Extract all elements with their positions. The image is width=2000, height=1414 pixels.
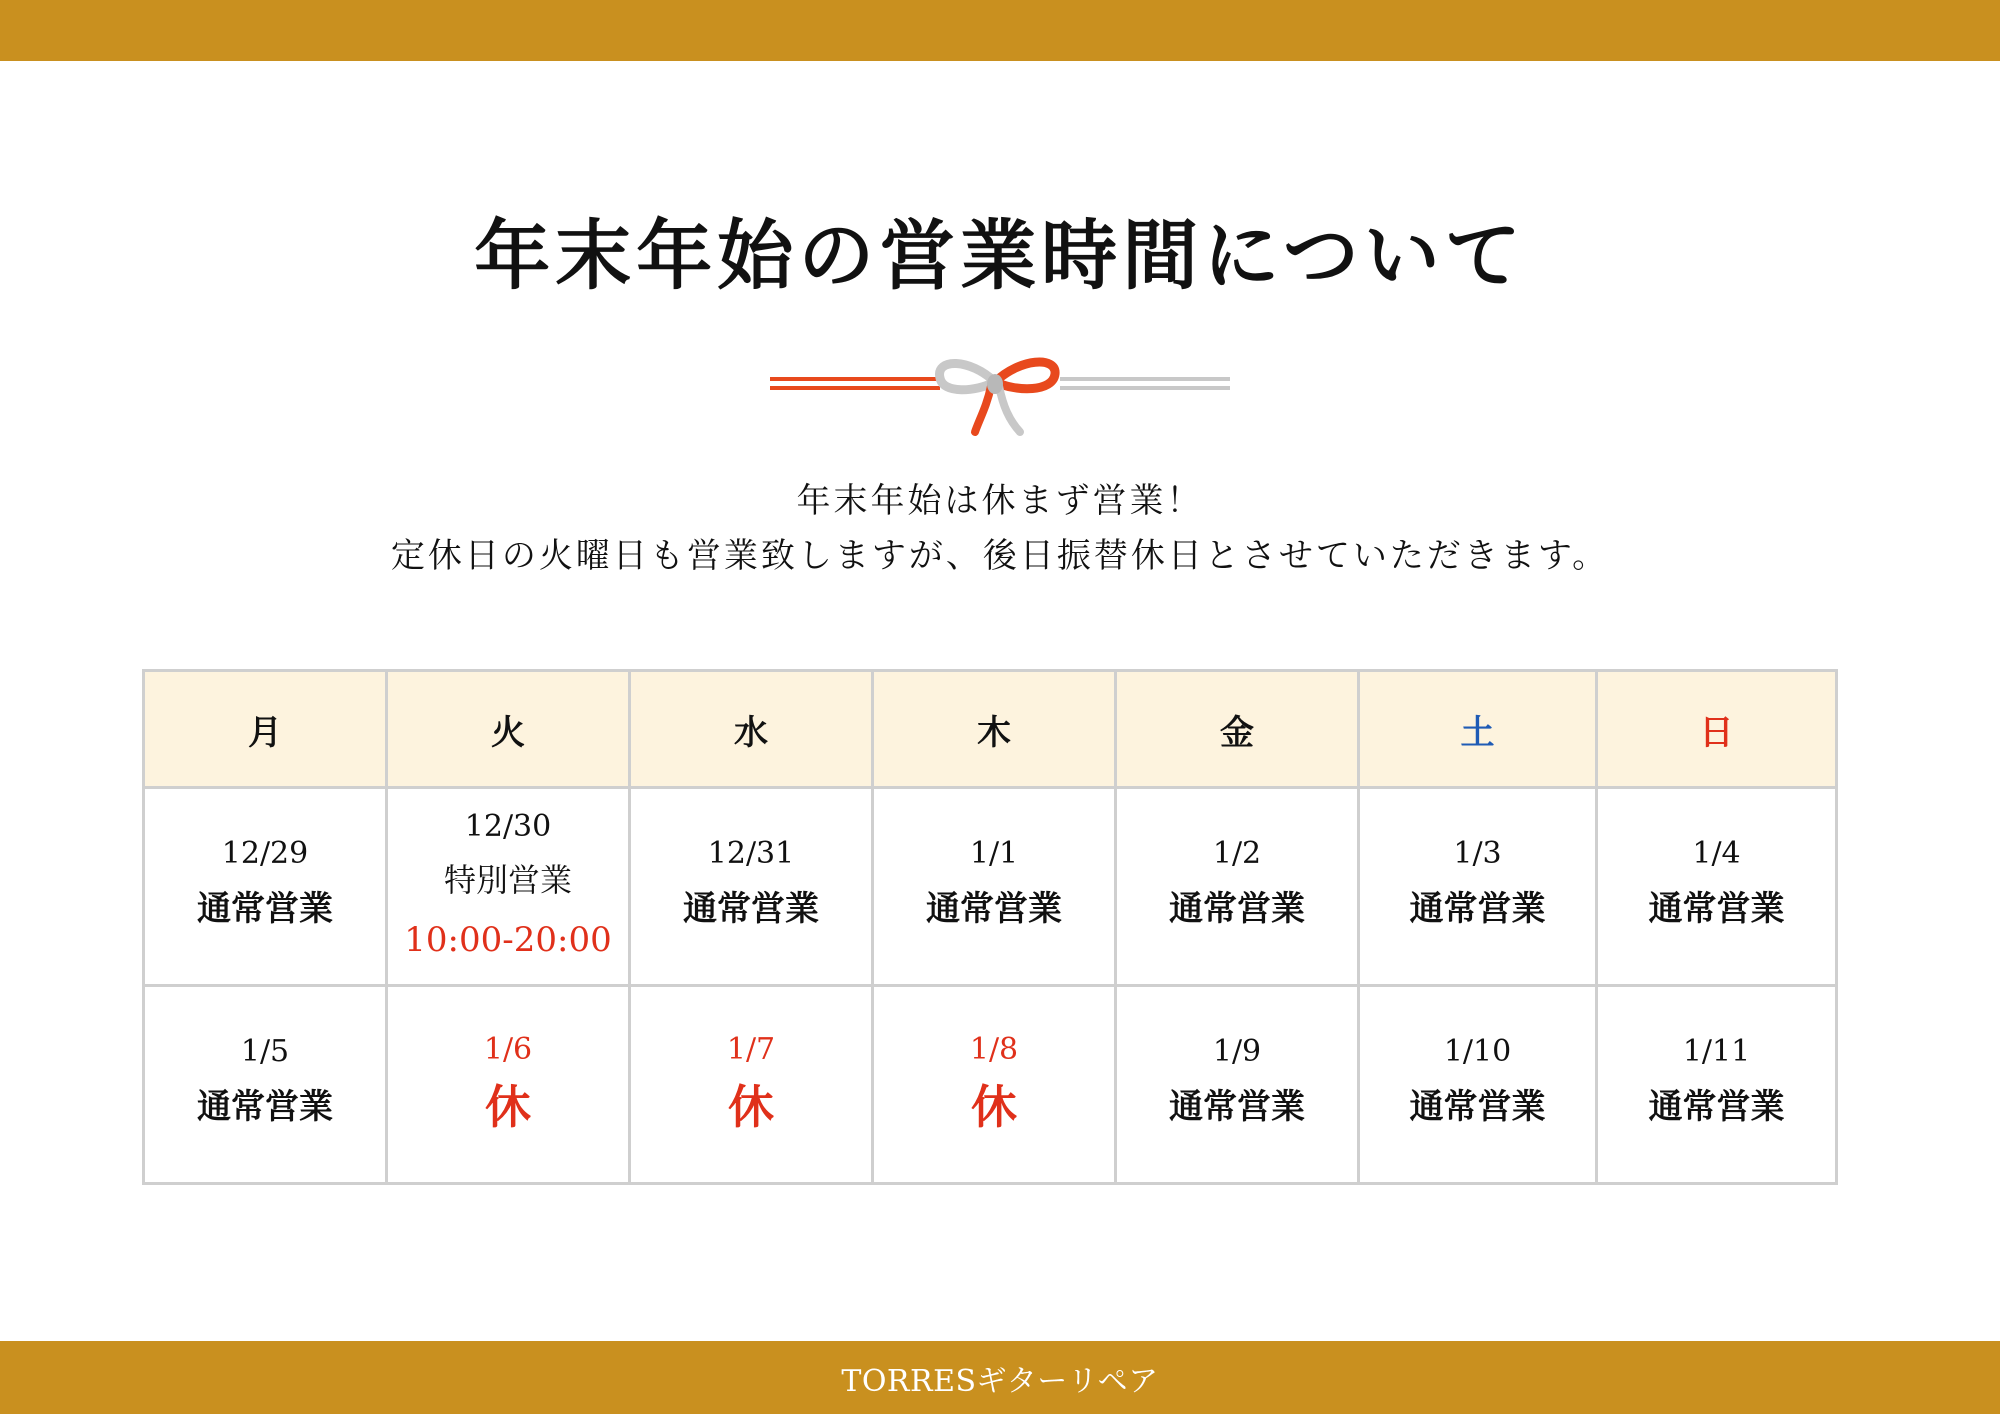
week-row-2 bbox=[144, 986, 1837, 1184]
weekday-fri: 金 bbox=[1116, 671, 1359, 788]
day-cell bbox=[387, 788, 630, 986]
day-cell bbox=[873, 788, 1116, 986]
mizuhiki-ribbon-icon bbox=[765, 350, 1235, 440]
footer-bar bbox=[0, 1341, 2000, 1414]
weekday-header-row bbox=[144, 671, 1837, 788]
day-date: 1/7 bbox=[726, 1031, 776, 1067]
weekday-sun: 日 bbox=[1597, 671, 1837, 788]
day-cell bbox=[1597, 788, 1837, 986]
day-status: 特別営業 bbox=[443, 860, 572, 899]
announcement-line-2: 定休日の火曜日も営業致しますが、後日振替休日とさせていただきます。 bbox=[390, 536, 1610, 576]
day-cell-closed bbox=[630, 986, 873, 1184]
day-cell-closed bbox=[873, 986, 1116, 1184]
day-cell-closed bbox=[387, 986, 630, 1184]
day-date: 1/1 bbox=[969, 835, 1019, 871]
day-cell bbox=[1359, 986, 1597, 1184]
top-accent-bar bbox=[0, 0, 2000, 61]
day-status: 通常営業 bbox=[1648, 888, 1785, 929]
day-date: 1/5 bbox=[240, 1033, 290, 1069]
day-date: 1/8 bbox=[969, 1031, 1019, 1067]
closed-label: 休 bbox=[971, 1079, 1017, 1134]
day-status: 通常営業 bbox=[1409, 888, 1546, 929]
day-status: 通常営業 bbox=[197, 888, 333, 929]
announcement-line-1: 年末年始は休まず営業！ bbox=[796, 481, 1204, 521]
weekday-thu: 木 bbox=[873, 671, 1116, 788]
day-cell bbox=[144, 986, 387, 1184]
day-status: 通常営業 bbox=[1169, 1086, 1305, 1127]
day-cell bbox=[630, 788, 873, 986]
day-cell bbox=[1116, 788, 1359, 986]
day-status: 通常営業 bbox=[1169, 888, 1305, 929]
day-date: 1/4 bbox=[1692, 835, 1741, 871]
announcement-text bbox=[0, 474, 2000, 584]
weekday-sat: 土 bbox=[1359, 671, 1597, 788]
day-status: 通常営業 bbox=[1648, 1086, 1785, 1127]
weekday-wed: 水 bbox=[630, 671, 873, 788]
day-cell bbox=[144, 788, 387, 986]
closed-label: 休 bbox=[728, 1079, 774, 1134]
business-calendar bbox=[142, 669, 1838, 1185]
shop-name: TORRESギターリペア bbox=[841, 1363, 1159, 1399]
day-cell bbox=[1116, 986, 1359, 1184]
week-row-1 bbox=[144, 788, 1837, 986]
weekday-mon: 月 bbox=[144, 671, 387, 788]
special-hours: 10:00-20:00 bbox=[404, 919, 612, 960]
day-date: 1/3 bbox=[1453, 835, 1502, 871]
day-date: 1/6 bbox=[483, 1031, 533, 1067]
day-cell bbox=[1359, 788, 1597, 986]
page-title: 年末年始の営業時間について bbox=[474, 211, 1526, 300]
day-status: 通常営業 bbox=[197, 1086, 333, 1127]
day-date: 1/10 bbox=[1443, 1033, 1512, 1069]
day-date: 1/2 bbox=[1212, 835, 1262, 871]
day-date: 1/9 bbox=[1212, 1033, 1262, 1069]
day-date: 1/11 bbox=[1682, 1033, 1751, 1069]
day-date: 12/29 bbox=[221, 835, 309, 871]
day-date: 12/31 bbox=[707, 835, 795, 871]
closed-label: 休 bbox=[485, 1079, 531, 1134]
day-status: 通常営業 bbox=[683, 888, 819, 929]
weekday-tue: 火 bbox=[387, 671, 630, 788]
day-status: 通常営業 bbox=[1409, 1086, 1546, 1127]
day-cell bbox=[1597, 986, 1837, 1184]
day-status: 通常営業 bbox=[926, 888, 1062, 929]
day-date: 12/30 bbox=[464, 808, 552, 844]
